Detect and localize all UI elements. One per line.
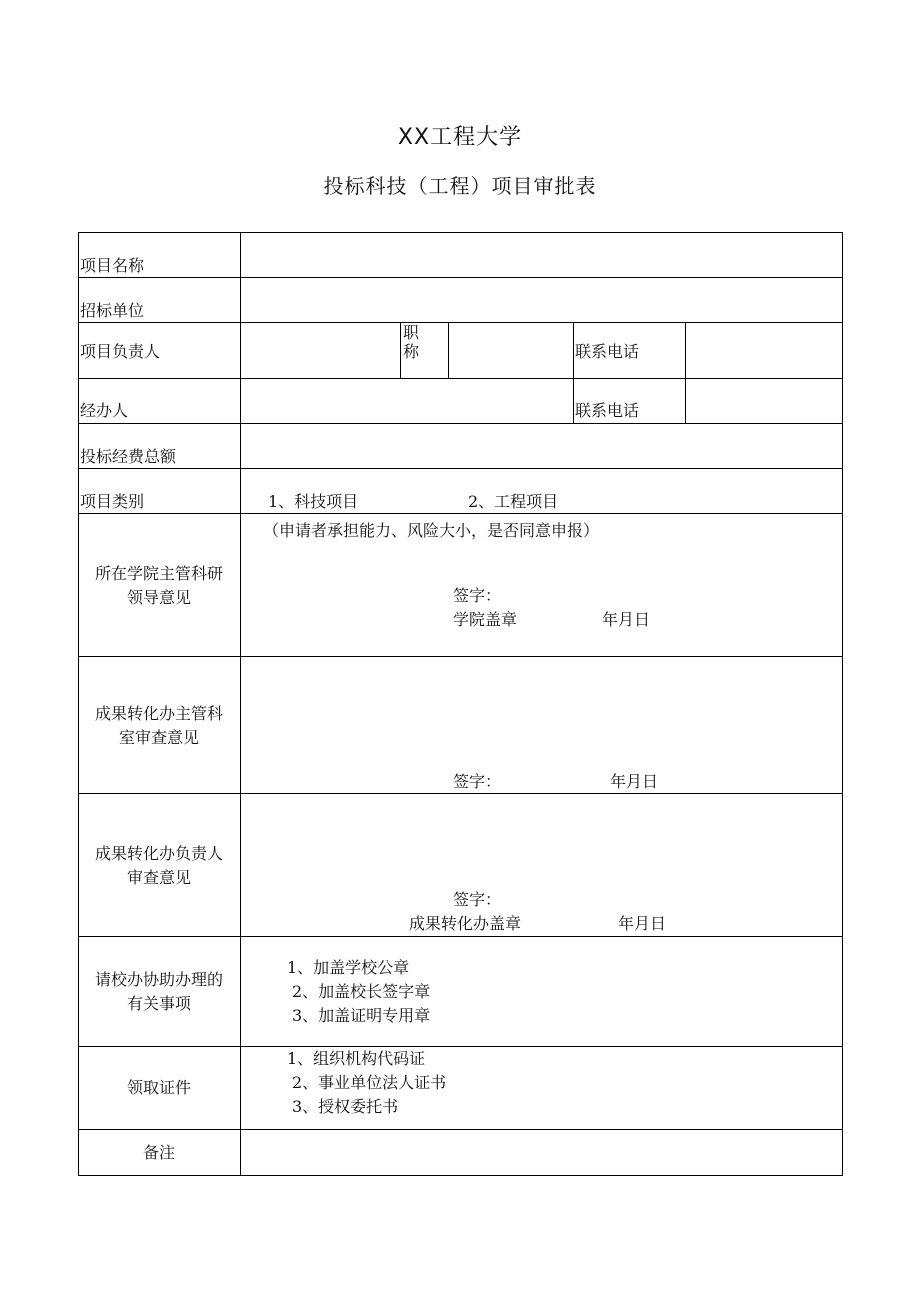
job-title-label-line2: 称 (403, 342, 420, 361)
office-head-label: 成果转化办负责人 审查意见 (94, 844, 223, 887)
office-review-sign-label: 签字： (453, 772, 502, 791)
college-opinion-label: 所在学院主管科研 领导意见 (94, 564, 223, 607)
assist-item: 3、加盖证明专用章 (292, 1006, 431, 1025)
cell-divider (400, 322, 401, 379)
office-review-label: 成果转化办主管科 室审查意见 (94, 704, 223, 747)
row-divider (78, 936, 843, 937)
table-border-bottom (78, 1175, 843, 1176)
category-label: 项目类别 (80, 492, 145, 511)
row-divider (78, 656, 843, 657)
certificate-item: 1、组织机构代码证 (287, 1049, 426, 1068)
contact-phone-label: 联系电话 (575, 401, 640, 420)
office-head-seal-label: 成果转化办盖章 (409, 914, 522, 933)
college-date-label: 年月日 (602, 610, 651, 629)
row-divider (78, 793, 843, 794)
row-divider (78, 1129, 843, 1130)
category-option-engineering: 2、工程项目 (468, 492, 559, 511)
contact-phone-label: 联系电话 (575, 342, 640, 361)
job-title-label-line1: 职 (403, 323, 420, 342)
bid-total-label: 投标经费总额 (80, 447, 177, 466)
project-name-label: 项目名称 (80, 256, 145, 275)
college-sign-label: 签字： (453, 586, 502, 605)
row-divider (78, 322, 843, 323)
cell-divider (573, 322, 574, 424)
category-option-tech: 1、科技项目 (268, 492, 359, 511)
office-head-date-label: 年月日 (618, 914, 667, 933)
form-title: XX工程大学 (397, 125, 523, 150)
office-head-sign-label: 签字： (453, 890, 502, 909)
row-divider (78, 277, 843, 278)
assist-label: 请校办协助办理的 有关事项 (94, 970, 223, 1013)
certificates-label: 领取证件 (126, 1078, 191, 1097)
row-divider (78, 1046, 843, 1047)
row-divider (78, 468, 843, 469)
bidding-unit-label: 招标单位 (80, 301, 145, 320)
table-border-right (842, 232, 843, 1176)
cell-divider (448, 322, 449, 379)
row-divider (78, 423, 843, 424)
row-divider (78, 513, 843, 514)
certificate-item: 2、事业单位法人证书 (292, 1073, 447, 1092)
form-subtitle: 投标科技（工程）项目审批表 (323, 174, 597, 198)
college-opinion-hint: （申请者承担能力、风险大小，是否同意申报） (263, 521, 600, 540)
cell-divider (685, 322, 686, 424)
remarks-label: 备注 (142, 1143, 175, 1162)
row-divider (78, 378, 843, 379)
handler-label: 经办人 (80, 401, 129, 420)
assist-item: 2、加盖校长签字章 (292, 982, 431, 1001)
label-column-divider (240, 232, 241, 1176)
project-leader-label: 项目负责人 (80, 342, 161, 361)
table-border-top (78, 232, 843, 233)
assist-item: 1、加盖学校公章 (287, 958, 410, 977)
certificate-item: 3、授权委托书 (292, 1097, 399, 1116)
college-seal-label: 学院盖章 (453, 610, 518, 629)
office-review-date-label: 年月日 (610, 772, 659, 791)
